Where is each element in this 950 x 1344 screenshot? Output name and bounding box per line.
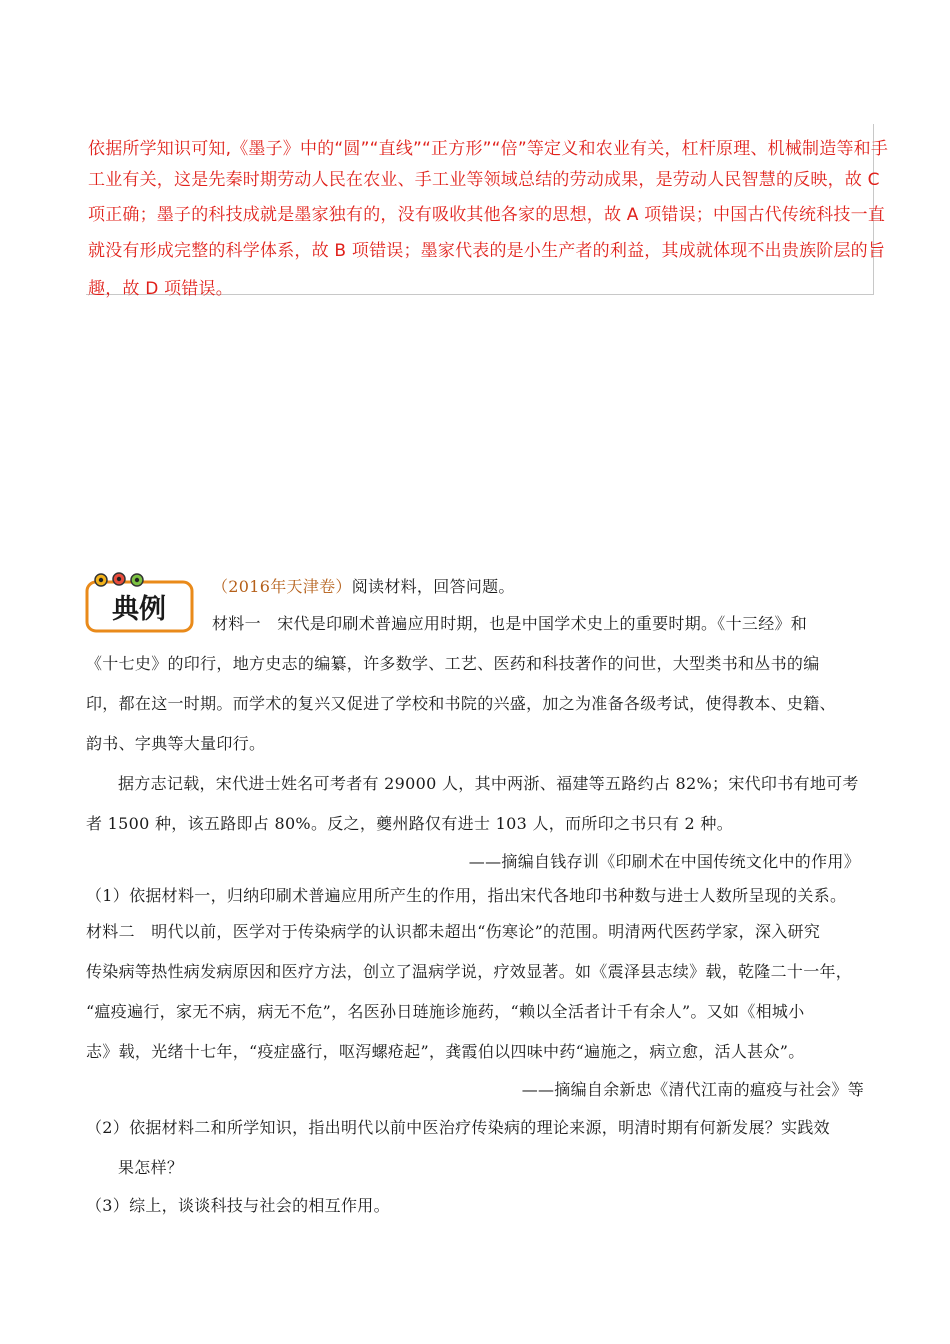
answer-line: 依据所学知识可知,《墨子》中的“圆”“直线”“正方形”“倍”等定义和农业有关，杠杆原理、机械制造等和手: [88, 139, 889, 159]
material1-line: 印，都在这一时期。而学术的复兴又促进了学校和书院的兴盛，加之为准备各级考试，使得教本、史籍、: [86, 694, 836, 713]
question-2: （2）依据材料二和所学知识，指出明代以前中医治疗传染病的理论来源，明清时期有何新发展？实践效: [86, 1118, 830, 1137]
example-source: （2016年天津卷）: [212, 577, 352, 596]
material1-line: 韵书、字典等大量印行。: [86, 734, 266, 753]
material1-para2-line: 据方志记载，宋代进士姓名可考者有 29000 人，其中两浙、福建等五路约占 82%；宋代印书有地可考: [118, 774, 859, 793]
question-2-continued: 果怎样？: [118, 1158, 184, 1177]
answer-line: 就没有形成完整的科学体系，故 B 项错误；墨家代表的是小生产者的利益，其成就体现不出贵族阶层的旨: [88, 241, 886, 261]
material1-line: 《十七史》的印行，地方史志的编纂，许多数学、工艺、医药和科技著作的问世，大型类书和丛书的编: [86, 654, 820, 673]
material2-line: 传染病等热性病发病原因和医疗方法，创立了温病学说，疗效显著。如《震泽县志续》载，乾隆二十一年，: [86, 962, 853, 981]
material2-line: 材料二 明代以前，医学对于传染病学的认识都未超出“伤寒论”的范围。明清两代医药学家，深入研究: [86, 922, 821, 941]
material1-citation: ——摘编自钱存训《印刷术在中国传统文化中的作用》: [468, 852, 860, 871]
question-1: （1）依据材料一，归纳印刷术普遍应用所产生的作用，指出宋代各地印书种数与进士人数所呈现的关系。: [86, 886, 847, 905]
material2-line: “瘟疫遍行，家无不病，病无不危”，名医孙日琏施诊施药，“赖以全活者计千有余人”。又如《相城小: [86, 1002, 805, 1021]
material2-citation: ——摘编自余新忠《清代江南的瘟疫与社会》等: [521, 1080, 864, 1099]
question-3: （3）综上，谈谈科技与社会的相互作用。: [86, 1196, 390, 1215]
example-badge-icon: [84, 572, 196, 634]
example-badge-label: 典例: [112, 594, 166, 625]
material2-line: 志》载，光绪十七年，“疫症盛行，呕泻螺疮起”，龚霞伯以四味中药“遍施之，病立愈，活人甚众”。: [86, 1042, 805, 1061]
example-instruction: 阅读材料，回答问题。: [351, 577, 515, 596]
answer-line: 工业有关，这是先秦时期劳动人民在农业、手工业等领域总结的劳动成果，是劳动人民智慧的反映，故 C: [88, 170, 880, 190]
example-header: [212, 574, 515, 597]
answer-line: 项正确；墨子的科技成就是墨家独有的，没有吸收其他各家的思想，故 A 项错误；中国古代传统科技一直: [88, 205, 886, 225]
answer-line: 趣，故 D 项错误。: [88, 279, 233, 299]
material1-para2-line: 者 1500 种，该五路即占 80%。反之，夔州路仅有进士 103 人，而所印之书只有 2 种。: [86, 814, 734, 833]
material1-line: 材料一 宋代是印刷术普遍应用时期，也是中国学术史上的重要时期。《十三经》和: [212, 614, 808, 633]
